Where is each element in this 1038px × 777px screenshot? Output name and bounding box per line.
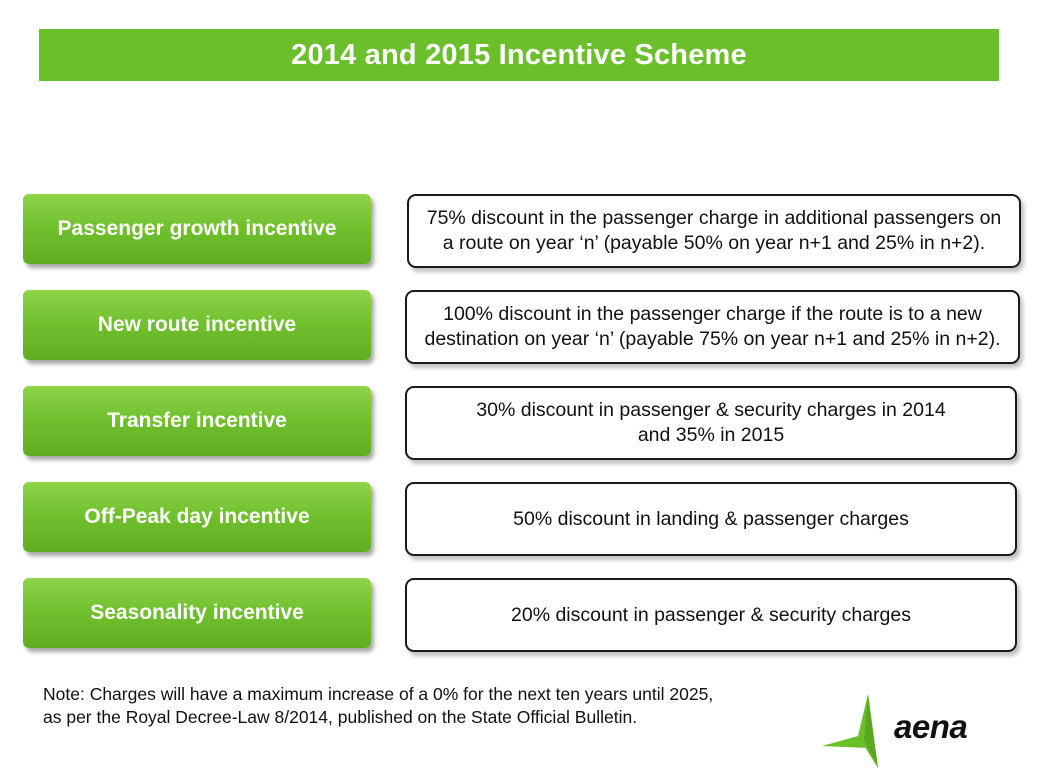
- incentive-label-text: New route incentive: [97, 313, 297, 336]
- page-title: 2014 and 2015 Incentive Scheme: [291, 38, 747, 71]
- incentive-label-seasonality: [23, 578, 371, 648]
- title-banner: [39, 29, 999, 81]
- incentive-label-passenger-growth: [23, 194, 371, 264]
- incentive-label-text: Off-Peak day incentive: [84, 505, 310, 528]
- incentive-label-transfer: [23, 386, 371, 456]
- incentive-label-text: Transfer incentive: [107, 409, 287, 432]
- incentive-description-text: 100% discount in the passenger charge if the route is to a new destination on year ‘n’ (payable 75% on year n+1 and 25% in n+2).: [424, 303, 1001, 350]
- incentive-description-text: 50% discount in landing & passenger charges: [513, 507, 909, 530]
- aena-arrow-logo-icon: [820, 690, 900, 770]
- incentive-description-box: [405, 290, 1020, 364]
- aena-logo: [820, 690, 1020, 770]
- incentive-label-off-peak: [23, 482, 371, 552]
- incentive-description-box: [405, 482, 1017, 556]
- incentive-description-box: [407, 194, 1021, 268]
- incentive-description-text: 20% discount in passenger & security charges: [511, 603, 911, 626]
- incentive-label-new-route: [23, 290, 371, 360]
- logo-wordmark: aena: [894, 708, 968, 745]
- incentive-description-text: 30% discount in passenger & security charges in 2014 and 35% in 2015: [476, 399, 946, 446]
- incentive-label-text: Passenger growth incentive: [57, 217, 337, 240]
- incentive-description-box: [405, 578, 1017, 652]
- footnote: Note: Charges will have a maximum increase of a 0% for the next ten years until 2025, as per the Royal Decree-Law 8/2014, published on the State Official Bulletin.: [43, 684, 714, 727]
- incentive-label-text: Seasonality incentive: [90, 601, 304, 624]
- incentive-description-box: [405, 386, 1017, 460]
- incentive-description-text: 75% discount in the passenger charge in additional passengers on a route on year ‘n’ (payable 50% on year n+1 and 25% in n+2).: [426, 207, 1002, 254]
